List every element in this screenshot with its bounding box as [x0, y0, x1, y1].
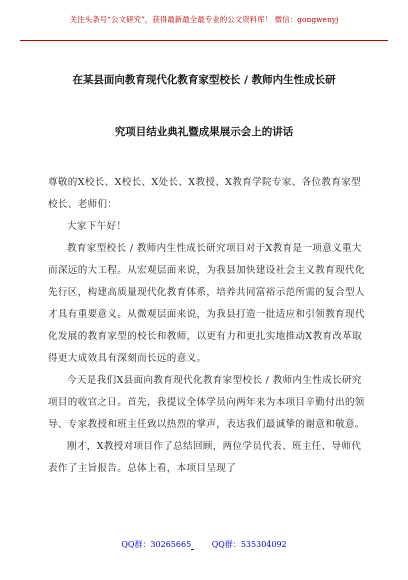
- page-footer: [20, 537, 388, 553]
- page-header-banner: [20, 10, 388, 41]
- paragraph-3: 刚才，X教授对项目作了总结回顾，两位学员代表、班主任、导师代表作了主旨报告。总体上看，本项目呈现了: [48, 441, 362, 474]
- paragraph-1: 教育家型校长 / 教师内生性成长研究项目对于X教育是一项意义重大而深远的大工程。从宏观层面来说，为我县加快建设社会主义教育现代化先行区，构建高质量现代化教育体系，培养共同富裕示范所需的复合型人才具有重要意义。从微观层面来说，为我县打造一批适应和引领教育现代化发展的教育家型的校长和教师，以更有力和更扎实地推动X教育改革取得更大成效具有深刻而长远的意义。: [48, 243, 365, 364]
- header-text: 关注头条号“公文研究”，获得最新最全最专业的公文资料库！ 微信：gongwenyj: [69, 15, 339, 24]
- document-title-line-1: 在某县面向教育现代化教育家型校长 / 教师内生性成长研: [72, 74, 336, 86]
- document-title-line-2: 究项目结业典礼暨成果展示会上的讲话: [114, 126, 294, 138]
- greeting: 大家下午好！: [67, 221, 127, 232]
- footer-qq-group-2[interactable]: QQ群：535304092: [211, 540, 287, 549]
- document-body: [48, 172, 368, 480]
- salutation: 尊敬的X校长、X校长、X处长、X教授、X教育学院专家、各位教育家型校长、老师们：: [48, 177, 362, 210]
- paragraph-2: 今天是我们X县面向教育现代化教育家型校长 / 教师内生性成长研究项目的收官之日。首先，我提议全体学员向两年来为本项目辛勤付出的领导、专家教授和班主任致以热烈的掌声，表达我们最诚挚的谢意和敬意。: [48, 375, 365, 430]
- footer-qq-group-1[interactable]: QQ群：30265665: [121, 540, 192, 549]
